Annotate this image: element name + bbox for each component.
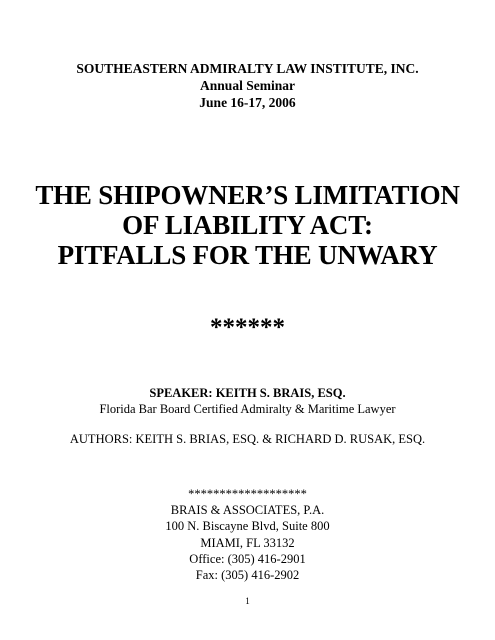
firm-separator: *******************: [188, 487, 307, 501]
firm-city: MIAMI, FL 33132: [200, 536, 295, 550]
speaker-line: SPEAKER: KEITH S. BRAIS, ESQ.: [149, 386, 346, 400]
speaker-credential: Florida Bar Board Certified Admiralty & Maritime Lawyer: [99, 402, 396, 416]
title-line-2: OF LIABILITY ACT:: [122, 210, 373, 240]
event-name: Annual Seminar: [200, 78, 295, 93]
firm-office-phone: Office: (305) 416-2901: [189, 552, 306, 566]
title-line-3: PITFALLS FOR THE UNWARY: [57, 240, 438, 270]
authors-line: AUTHORS: KEITH S. BRIAS, ESQ. & RICHARD D. RUSAK, ESQ.: [69, 432, 426, 446]
firm-fax: Fax: (305) 416-2902: [195, 568, 300, 582]
firm-street: 100 N. Biscayne Blvd, Suite 800: [165, 519, 330, 533]
firm-name: BRAIS & ASSOCIATES, P.A.: [170, 503, 325, 517]
title-line-1: THE SHIPOWNER’S LIMITATION: [35, 180, 460, 210]
page-number: 1: [245, 596, 250, 606]
event-dates: June 16-17, 2006: [199, 95, 296, 110]
organization-name: SOUTHEASTERN ADMIRALTY LAW INSTITUTE, INC.: [76, 61, 419, 76]
section-separator: ******: [210, 314, 285, 341]
